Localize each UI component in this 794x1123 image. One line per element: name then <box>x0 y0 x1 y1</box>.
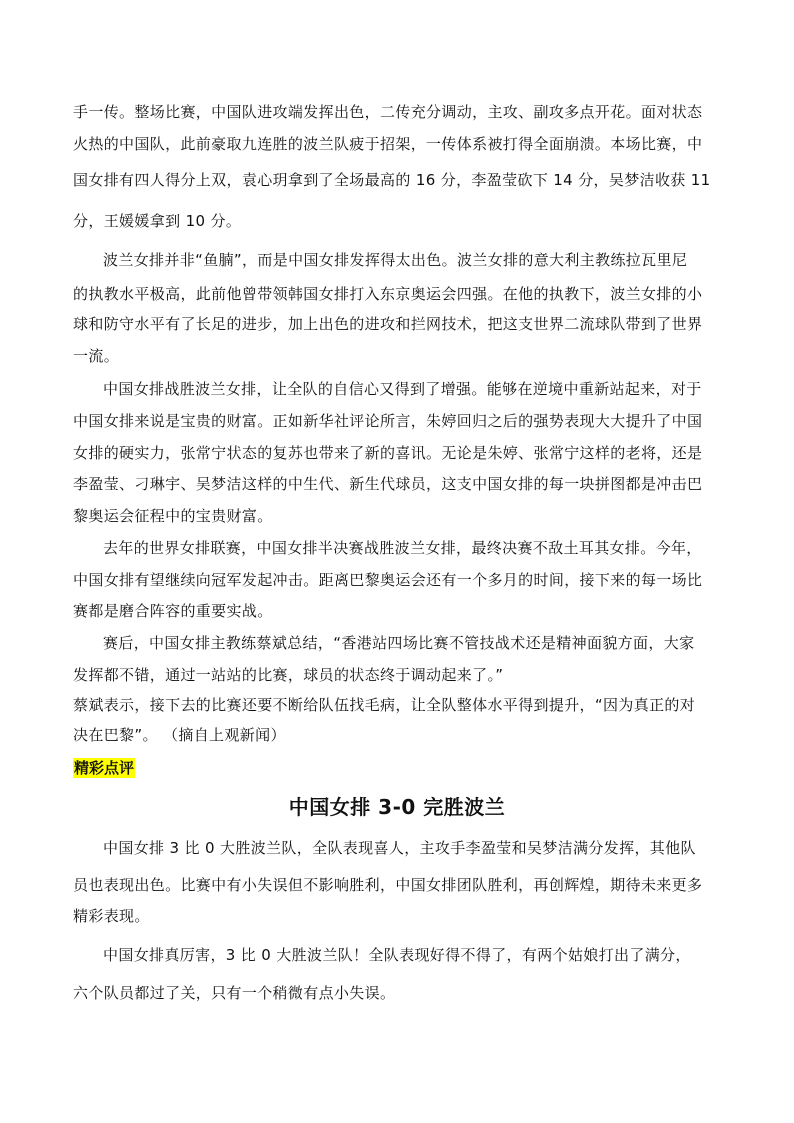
article-line: 李盈莹、刁琳宇、吴梦洁这样的中生代、新生代球员，这支中国女排的每一块拼图都是冲击巴 <box>73 475 703 493</box>
review-line: 员也表现出色。比赛中有小失误但不影响胜利，中国女排团队胜利，再创辉煌，期待未来更多 <box>73 876 703 894</box>
article-line: 赛都是磨合阵容的重要实战。 <box>73 602 273 620</box>
review-line: 精彩表现。 <box>73 907 150 925</box>
article-line: 去年的世界女排联赛，中国女排半决赛战胜波兰女排，最终决赛不敌土耳其女排。今年， <box>103 539 702 557</box>
article-line: 中国女排战胜波兰女排，让全队的自信心又得到了增强。能够在逆境中重新站起来，对于 <box>103 380 702 398</box>
article-line: 女排的硬实力，张常宁状态的复苏也带来了新的喜讯。无论是朱婷、张常宁这样的老将，还是 <box>73 444 703 462</box>
review-title: 中国女排 3-0 完胜波兰 <box>288 795 506 819</box>
article-line: 国女排有四人得分上双，袁心玥拿到了全场最高的 16 分，李盈莹砍下 14 分，吴梦洁收获 11 <box>73 171 711 189</box>
review-tag: 精彩点评 <box>74 759 135 777</box>
article-line: 发挥都不错，通过一站站的比赛，球员的状态终于调动起来了。” <box>73 666 504 684</box>
review-line: 中国女排 3 比 0 大胜波兰队，全队表现喜人，主攻手李盈莹和吴梦洁满分发挥，其他队 <box>103 839 696 857</box>
review-line: 六个队员都过了关，只有一个稍微有点小失误。 <box>73 984 396 1002</box>
article-line: 赛后，中国女排主教练蔡斌总结，“香港站四场比赛不管技战术还是精神面貌方面，大家 <box>103 634 695 652</box>
article-line: 分，王媛媛拿到 10 分。 <box>73 212 242 230</box>
review-line: 中国女排真厉害，3 比 0 大胜波兰队！全队表现好得不得了，有两个姑娘打出了满分， <box>103 946 691 964</box>
article-line: 火热的中国队，此前豪取九连胜的波兰队疲于招架，一传体系被打得全面崩溃。本场比赛，中 <box>73 135 703 153</box>
article-line: 中国女排来说是宝贵的财富。正如新华社评论所言，朱婷回归之后的强势表现大大提升了中国 <box>73 412 703 430</box>
article-line: 的执教水平极高，此前他曾带领韩国女排打入东京奥运会四强。在他的执教下，波兰女排的小 <box>73 285 703 303</box>
article-line: 黎奥运会征程中的宝贵财富。 <box>73 507 273 525</box>
article-line: 蔡斌表示，接下去的比赛还要不断给队伍找毛病，让全队整体水平得到提升，“因为真正的对 <box>73 696 696 714</box>
article-line: 球和防守水平有了长足的进步，加上出色的进攻和拦网技术，把这支世界二流球队带到了世界 <box>73 315 703 333</box>
article-line: 波兰女排并非“鱼腩”，而是中国女排发挥得太出色。波兰女排的意大利主教练拉瓦里尼 <box>103 251 688 269</box>
article-line: 手一传。整场比赛，中国队进攻端发挥出色，二传充分调动，主攻、副攻多点开花。面对状态 <box>73 103 703 121</box>
article-line: 一流。 <box>73 347 120 365</box>
article-line: 决在巴黎”。 （摘自上观新闻） <box>73 726 286 744</box>
article-line: 中国女排有望继续向冠军发起冲击。距离巴黎奥运会还有一个多月的时间，接下来的每一场比 <box>73 571 703 589</box>
